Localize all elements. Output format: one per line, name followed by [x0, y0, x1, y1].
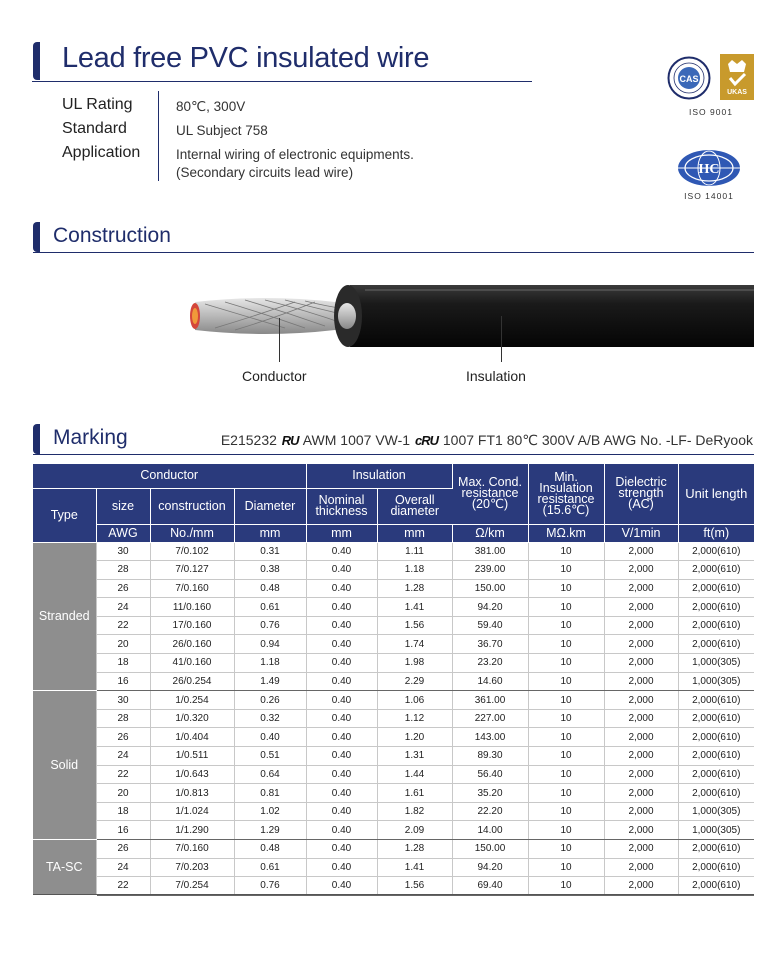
- table-bottom-rule: [33, 894, 754, 895]
- table-cell: 0.40: [306, 858, 377, 877]
- table-row: [33, 747, 754, 766]
- table-cell: 23.20: [452, 654, 528, 673]
- table-row: [33, 654, 754, 673]
- table-cell: 2,000(610): [678, 728, 754, 747]
- application-value-line-1: Internal wiring of electronic equipments.: [176, 147, 414, 162]
- table-cell: 239.00: [452, 561, 528, 580]
- table-cell: 2,000: [604, 858, 678, 877]
- table-cell: 2,000: [604, 579, 678, 598]
- wire-spec-table: [33, 464, 754, 896]
- table-cell: 7/0.160: [150, 840, 234, 859]
- table-cell: 2,000: [604, 877, 678, 896]
- table-cell: 28: [96, 561, 150, 580]
- table-cell: 0.64: [234, 765, 306, 784]
- iso9001-label: ISO 9001: [689, 107, 733, 117]
- table-cell: 0.48: [234, 840, 306, 859]
- table-cell: 20: [96, 635, 150, 654]
- page-title: Lead free PVC insulated wire: [62, 42, 430, 74]
- table-cell: 2,000: [604, 635, 678, 654]
- table-cell: 0.61: [234, 858, 306, 877]
- table-row: [33, 821, 754, 840]
- table-row: [33, 691, 754, 710]
- table-cell: 22: [96, 616, 150, 635]
- table-cell: 59.40: [452, 616, 528, 635]
- table-cell: 1,000(305): [678, 654, 754, 673]
- construction-accent-bar: [33, 222, 40, 252]
- table-cell: 0.40: [306, 579, 377, 598]
- table-cell: 150.00: [452, 579, 528, 598]
- type-cell: Stranded: [33, 542, 96, 691]
- table-cell: 7/0.127: [150, 561, 234, 580]
- header-dielectric-strength: Dielectric strength (AC): [604, 464, 678, 524]
- table-cell: 2,000(610): [678, 765, 754, 784]
- table-cell: 10: [528, 672, 604, 691]
- table-cell: 2,000: [604, 728, 678, 747]
- table-cell: 0.31: [234, 542, 306, 561]
- standard-value: UL Subject 758: [176, 123, 268, 138]
- table-cell: 1/1.024: [150, 802, 234, 821]
- table-cell: 24: [96, 747, 150, 766]
- table-cell: 143.00: [452, 728, 528, 747]
- table-cell: 1/1.290: [150, 821, 234, 840]
- table-cell: 10: [528, 635, 604, 654]
- ul-recognized-icon: RU: [281, 433, 299, 448]
- application-label: Application: [62, 144, 141, 161]
- table-cell: 20: [96, 784, 150, 803]
- table-cell: 0.26: [234, 691, 306, 710]
- table-cell: 17/0.160: [150, 616, 234, 635]
- insulation-leader-line: [501, 316, 502, 362]
- table-row: [33, 765, 754, 784]
- table-cell: 0.40: [306, 765, 377, 784]
- table-cell: 56.40: [452, 765, 528, 784]
- table-cell: 0.40: [234, 728, 306, 747]
- header-insulation: Insulation: [306, 464, 452, 488]
- header-construction: construction: [150, 488, 234, 524]
- header-diameter: Diameter: [234, 488, 306, 524]
- table-cell: 7/0.102: [150, 542, 234, 561]
- table-cell: 11/0.160: [150, 598, 234, 617]
- table-cell: 0.48: [234, 579, 306, 598]
- iso14001-cert-logo: [676, 148, 742, 188]
- table-row: [33, 598, 754, 617]
- table-cell: 10: [528, 691, 604, 710]
- iso14001-label: ISO 14001: [684, 191, 734, 201]
- title-underline: [32, 81, 532, 82]
- table-cell: 2,000: [604, 672, 678, 691]
- table-cell: 0.40: [306, 616, 377, 635]
- table-cell: 2,000(610): [678, 784, 754, 803]
- table-cell: 7/0.160: [150, 579, 234, 598]
- wire-illustration: [185, 280, 754, 352]
- table-cell: 2.29: [377, 672, 452, 691]
- table-cell: 0.38: [234, 561, 306, 580]
- table-cell: 2.09: [377, 821, 452, 840]
- table-cell: 0.40: [306, 672, 377, 691]
- table-cell: 30: [96, 691, 150, 710]
- unit-overall: mm: [377, 524, 452, 542]
- construction-underline: [33, 252, 754, 253]
- table-cell: 2,000: [604, 691, 678, 710]
- table-cell: 1.06: [377, 691, 452, 710]
- header-conductor: Conductor: [33, 464, 306, 488]
- cul-recognized-icon: [415, 433, 438, 448]
- table-cell: 2,000(610): [678, 561, 754, 580]
- table-cell: 16: [96, 821, 150, 840]
- iso9001-cert-logo: [667, 56, 711, 100]
- table-cell: 0.40: [306, 635, 377, 654]
- table-cell: 1.82: [377, 802, 452, 821]
- table-cell: 10: [528, 765, 604, 784]
- table-cell: 0.40: [306, 542, 377, 561]
- marking-text-part-2: AWM 1007 VW-1: [302, 432, 411, 448]
- table-cell: 2,000: [604, 561, 678, 580]
- header-overall-diameter: Overall diameter: [377, 488, 452, 524]
- table-cell: 10: [528, 784, 604, 803]
- table-cell: 1.44: [377, 765, 452, 784]
- table-cell: 1.20: [377, 728, 452, 747]
- table-cell: 0.40: [306, 561, 377, 580]
- table-cell: 2,000(610): [678, 542, 754, 561]
- title-accent-bar: [33, 42, 40, 80]
- table-cell: 10: [528, 821, 604, 840]
- table-cell: 227.00: [452, 709, 528, 728]
- table-cell: 1/0.813: [150, 784, 234, 803]
- application-value: [176, 146, 414, 182]
- table-cell: 0.40: [306, 709, 377, 728]
- marking-accent-bar: [33, 424, 40, 454]
- ukas-cert-logo: [720, 54, 754, 100]
- marking-underline: [33, 454, 754, 455]
- table-cell: 69.40: [452, 877, 528, 896]
- table-row: [33, 635, 754, 654]
- table-row: [33, 784, 754, 803]
- unit-nominal: mm: [306, 524, 377, 542]
- unit-min-ins: MΩ.km: [528, 524, 604, 542]
- table-cell: 1.02: [234, 802, 306, 821]
- header-size: size: [96, 488, 150, 524]
- conductor-leader-line: [279, 318, 280, 362]
- table-cell: 10: [528, 561, 604, 580]
- header-max-cond-resistance: Max. Cond. resistance (20℃): [452, 464, 528, 524]
- table-cell: 10: [528, 858, 604, 877]
- table-cell: 0.40: [306, 784, 377, 803]
- table-row: [33, 709, 754, 728]
- table-cell: 1.18: [234, 654, 306, 673]
- table-cell: 1/0.254: [150, 691, 234, 710]
- marking-text-part-3: 1007 FT1 80℃ 300V A/B AWG No. -LF- DeRyook: [442, 432, 753, 448]
- table-row: [33, 858, 754, 877]
- table-row: [33, 802, 754, 821]
- unit-unit-length: ft(m): [678, 524, 754, 542]
- table-cell: 2,000: [604, 840, 678, 859]
- table-cell: 14.00: [452, 821, 528, 840]
- table-row: [33, 840, 754, 859]
- table-cell: 2,000: [604, 654, 678, 673]
- table-cell: 1,000(305): [678, 672, 754, 691]
- table-cell: 10: [528, 802, 604, 821]
- unit-size: AWG: [96, 524, 150, 542]
- table-cell: 1,000(305): [678, 821, 754, 840]
- table-cell: 10: [528, 654, 604, 673]
- table-cell: 18: [96, 654, 150, 673]
- table-cell: 41/0.160: [150, 654, 234, 673]
- table-cell: 2,000: [604, 709, 678, 728]
- table-row: [33, 728, 754, 747]
- standard-label: Standard: [62, 120, 127, 137]
- header-unit-length: Unit length: [678, 464, 754, 524]
- table-cell: 10: [528, 579, 604, 598]
- table-body: [33, 542, 754, 895]
- table-cell: 1/0.643: [150, 765, 234, 784]
- table-cell: 1.56: [377, 616, 452, 635]
- table-cell: 0.40: [306, 691, 377, 710]
- marking-text-part-1: E215232: [220, 432, 277, 448]
- table-cell: 0.40: [306, 728, 377, 747]
- table-cell: 1.61: [377, 784, 452, 803]
- table-cell: 1.98: [377, 654, 452, 673]
- cul-c-mark: c: [414, 433, 422, 448]
- table-cell: 1/0.320: [150, 709, 234, 728]
- table-cell: 2,000(610): [678, 858, 754, 877]
- table-cell: 2,000(610): [678, 691, 754, 710]
- table-cell: 2,000: [604, 765, 678, 784]
- table-cell: 0.40: [306, 840, 377, 859]
- table-cell: 2,000: [604, 598, 678, 617]
- marking-text: [221, 432, 753, 449]
- table-cell: 1.41: [377, 858, 452, 877]
- table-cell: 2,000(610): [678, 635, 754, 654]
- table-cell: 2,000(610): [678, 877, 754, 896]
- conductor-label: Conductor: [242, 368, 307, 384]
- spec-labels: [62, 93, 140, 165]
- table-cell: 26/0.160: [150, 635, 234, 654]
- marking-title: Marking: [53, 426, 128, 449]
- table-cell: 0.61: [234, 598, 306, 617]
- ul-rating-value: 80℃, 300V: [176, 99, 246, 114]
- table-cell: 0.40: [306, 598, 377, 617]
- table-cell: 10: [528, 542, 604, 561]
- table-cell: 361.00: [452, 691, 528, 710]
- table-cell: 150.00: [452, 840, 528, 859]
- table-cell: 0.40: [306, 802, 377, 821]
- type-cell: Solid: [33, 691, 96, 840]
- unit-construction: No./mm: [150, 524, 234, 542]
- table-cell: 1.28: [377, 579, 452, 598]
- table-cell: 22: [96, 765, 150, 784]
- type-cell: TA-SC: [33, 840, 96, 896]
- table-cell: 22.20: [452, 802, 528, 821]
- table-cell: 10: [528, 709, 604, 728]
- header-nominal-thickness: Nominal thickness: [306, 488, 377, 524]
- table-cell: 2,000: [604, 616, 678, 635]
- table-cell: 14.60: [452, 672, 528, 691]
- table-row: [33, 616, 754, 635]
- table-cell: 2,000(610): [678, 747, 754, 766]
- unit-dielectric: V/1min: [604, 524, 678, 542]
- table-row: [33, 542, 754, 561]
- unit-max-cond: Ω/km: [452, 524, 528, 542]
- construction-title: Construction: [53, 224, 171, 247]
- table-cell: 10: [528, 877, 604, 896]
- table-cell: 1.12: [377, 709, 452, 728]
- table-cell: 0.40: [306, 877, 377, 896]
- table-cell: 0.40: [306, 654, 377, 673]
- table-cell: 26: [96, 579, 150, 598]
- table-cell: 36.70: [452, 635, 528, 654]
- table-cell: 1.31: [377, 747, 452, 766]
- table-cell: 94.20: [452, 598, 528, 617]
- table-cell: 1.74: [377, 635, 452, 654]
- table-cell: 10: [528, 616, 604, 635]
- table-cell: 22: [96, 877, 150, 896]
- table-cell: 26: [96, 840, 150, 859]
- table-cell: 0.51: [234, 747, 306, 766]
- table-cell: 2,000: [604, 784, 678, 803]
- table-cell: 0.81: [234, 784, 306, 803]
- ul-rating-label: UL Rating: [62, 96, 133, 113]
- table-cell: 7/0.254: [150, 877, 234, 896]
- table-cell: 94.20: [452, 858, 528, 877]
- cas-badge-text: CAS: [679, 74, 699, 84]
- table-cell: 16: [96, 672, 150, 691]
- table-cell: 35.20: [452, 784, 528, 803]
- table-cell: 1.41: [377, 598, 452, 617]
- cul-ru-mark: RU: [421, 433, 438, 448]
- table-cell: 24: [96, 858, 150, 877]
- table-cell: 2,000(610): [678, 709, 754, 728]
- table-cell: 26/0.254: [150, 672, 234, 691]
- spec-values: [176, 95, 414, 182]
- table-cell: 1/0.511: [150, 747, 234, 766]
- table-cell: 10: [528, 598, 604, 617]
- table-cell: 10: [528, 840, 604, 859]
- table-cell: 28: [96, 709, 150, 728]
- table-cell: 10: [528, 747, 604, 766]
- table-cell: 2,000(610): [678, 598, 754, 617]
- table-cell: 26: [96, 728, 150, 747]
- application-value-line-2: (Secondary circuits lead wire): [176, 165, 354, 180]
- table-cell: 1.29: [234, 821, 306, 840]
- table-row: [33, 877, 754, 896]
- table-cell: 381.00: [452, 542, 528, 561]
- table-cell: 0.76: [234, 877, 306, 896]
- table-row: [33, 561, 754, 580]
- table-cell: 7/0.203: [150, 858, 234, 877]
- table-row: [33, 579, 754, 598]
- hc-badge-text: HC: [698, 162, 720, 177]
- insulation-label: Insulation: [466, 368, 526, 384]
- table-cell: 0.32: [234, 709, 306, 728]
- table-cell: 18: [96, 802, 150, 821]
- table-cell: 2,000: [604, 802, 678, 821]
- table-cell: 2,000(610): [678, 616, 754, 635]
- table-cell: 1.49: [234, 672, 306, 691]
- table-cell: 2,000: [604, 747, 678, 766]
- table-cell: 1.18: [377, 561, 452, 580]
- spec-divider: [158, 91, 159, 181]
- table-cell: 0.40: [306, 747, 377, 766]
- table-cell: 2,000: [604, 542, 678, 561]
- table-cell: 1,000(305): [678, 802, 754, 821]
- header-min-insulation-resistance: Min. Insulation resistance (15.6℃): [528, 464, 604, 524]
- table-cell: 1.11: [377, 542, 452, 561]
- table-cell: 1/0.404: [150, 728, 234, 747]
- ukas-badge-text: UKAS: [727, 89, 747, 96]
- table-cell: 1.28: [377, 840, 452, 859]
- table-cell: 0.76: [234, 616, 306, 635]
- table-cell: 2,000(610): [678, 579, 754, 598]
- header-type: Type: [33, 488, 96, 542]
- table-cell: 89.30: [452, 747, 528, 766]
- table-cell: 2,000: [604, 821, 678, 840]
- table-cell: 30: [96, 542, 150, 561]
- table-cell: 24: [96, 598, 150, 617]
- table-cell: 10: [528, 728, 604, 747]
- table-cell: 1.56: [377, 877, 452, 896]
- table-cell: 0.94: [234, 635, 306, 654]
- unit-diameter: mm: [234, 524, 306, 542]
- table-row: [33, 672, 754, 691]
- table-cell: 0.40: [306, 821, 377, 840]
- table-cell: 2,000(610): [678, 840, 754, 859]
